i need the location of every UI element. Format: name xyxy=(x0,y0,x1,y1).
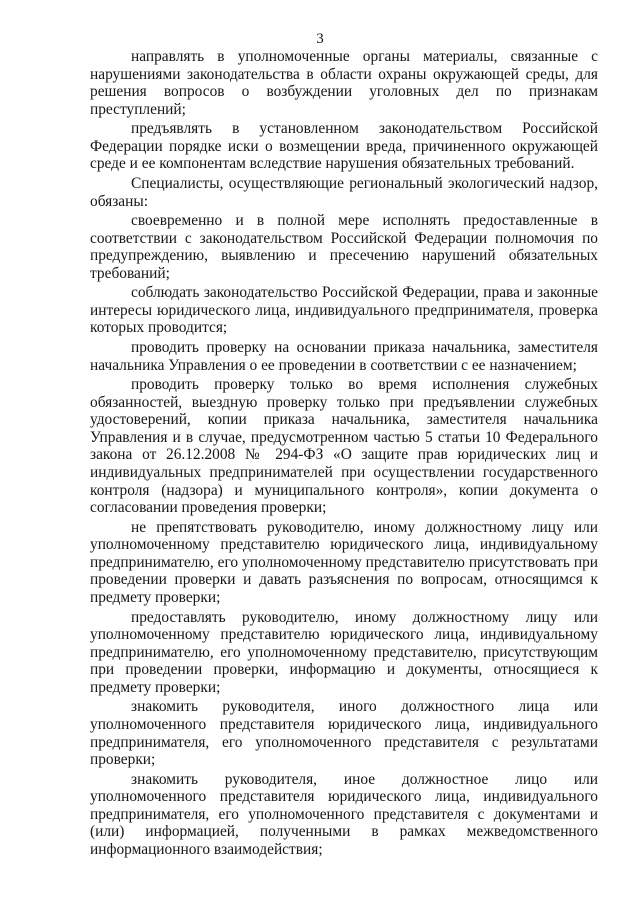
paragraph-3: Специалисты, осуществляющие региональный экологический надзор, обязаны: xyxy=(90,174,598,210)
body-text xyxy=(90,48,598,859)
paragraph-4: своевременно и в полной мере исполнять предоставленные в соответствии с законодательством Российской Федерации полномочия по предупреждению, выявлению и пресечению нарушений обязательных требований; xyxy=(90,212,598,282)
paragraph-8: не препятствовать руководителю, иному должностному лицу или уполномоченному представителю юридического лица, индивидуальному предпринимателю, его уполномоченному представителю присутствовать при проведении проверки и давать разъяснения по вопросам, относящимся к предмету проверки; xyxy=(90,518,598,607)
paragraph-11: знакомить руководителя, иное должностное лицо или уполномоченного представителя юридического лица, индивидуального предпринимателя, его уполномоченного представителя с документами и (или) информацией, полученными в рамках межведомственного информационного взаимодействия; xyxy=(90,770,598,859)
paragraph-7: проводить проверку только во время исполнения служебных обязанностей, выездную проверку только при предъявлении служебных удостоверений, копии приказа начальника, заместителя начальника Управления и в случае, предусмотренном частью 5 статьи 10 Федерального закона от 26.12.2008 № 294-ФЗ «О защите прав юридических лиц и индивидуальных предпринимателей при осуществлении государственного контроля (надзора) и муниципального контроля», копии документа о согласовании проведения проверки; xyxy=(90,376,598,517)
paragraph-2: предъявлять в установленном законодательством Российской Федерации порядке иски о возмещении вреда, причиненного окружающей среде и ее компонентам вследствие нарушения обязательных требований. xyxy=(90,120,598,173)
page-number: 3 xyxy=(316,31,324,47)
paragraph-9: предоставлять руководителю, иному должностному лицу или уполномоченному представителю юридического лица, индивидуальному предпринимателю, его уполномоченному представителю, присутствующим при проведении проверки, информацию и документы, относящиеся к предмету проверки; xyxy=(90,608,598,696)
paragraph-5: соблюдать законодательство Российской Федерации, права и законные интересы юридического лица, индивидуального предпринимателя, проверка которых проводится; xyxy=(90,284,598,337)
paragraph-1: направлять в уполномоченные органы материалы, связанные с нарушениями законодательства в области охраны окружающей среды, для решения вопросов о возбуждении уголовных дел по признакам преступлений; xyxy=(90,48,598,118)
paragraph-10: знакомить руководителя, иного должностного лица или уполномоченного представителя юридического лица, индивидуального предпринимателя, его уполномоченного представителя с результатами проверки; xyxy=(90,698,598,769)
paragraph-6: проводить проверку на основании приказа начальника, заместителя начальника Управления о ее проведении в соответствии с ее назначением; xyxy=(90,338,598,374)
